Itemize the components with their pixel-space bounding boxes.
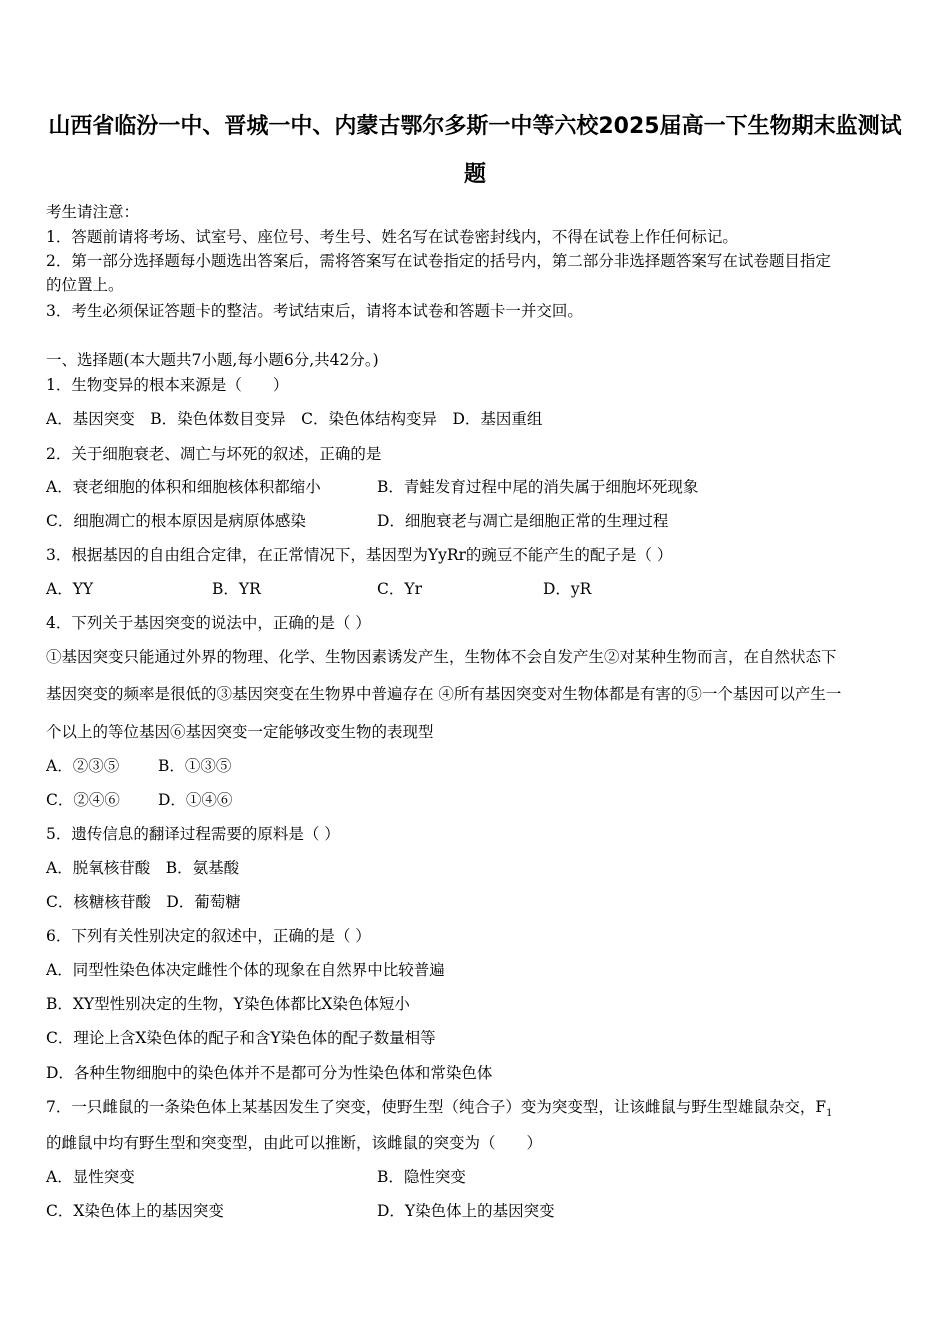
q2-option-b: B．青蛙发育过程中尾的消失属于细胞坏死现象 (377, 478, 699, 496)
q4-statement: 基因突变的频率是很低的③基因突变在生物界中普遍存在 ④所有基因突变对生物体都是有害的⑤一个基因可以产生一 (46, 685, 842, 703)
q7-stem-line-2: 的雌鼠中均有野生型和突变型，由此可以推断，该雌鼠的突变为（ ） (46, 1134, 543, 1152)
q4-stem: 4．下列关于基因突变的说法中，正确的是（ ） (46, 614, 371, 632)
title-line-2: 题 (463, 162, 486, 187)
q7-stem-line-1 (46, 1097, 833, 1124)
notice-item: 1．答题前请将考场、试室号、座位号、考生号、姓名写在试卷密封线内，不得在试卷上作任何标记。 (46, 228, 738, 246)
section-heading: 一、选择题(本大题共7小题,每小题6分,共42分。) (46, 351, 379, 369)
q3-option-a: A．YY (46, 580, 94, 598)
q3-stem: 3．根据基因的自由组合定律，在正常情况下，基因型为YyRr的豌豆不能产生的配子是（ ） (46, 546, 673, 564)
notice-item: 2．第一部分选择题每小题选出答案后，需将答案写在试卷指定的括号内，第二部分非选择题答案写在试卷题目指定 (46, 252, 831, 270)
q2-stem: 2．关于细胞衰老、凋亡与坏死的叙述，正确的是 (46, 445, 382, 463)
q6-stem: 6．下列有关性别决定的叙述中，正确的是（ ） (46, 927, 371, 945)
q5-stem: 5．遗传信息的翻译过程需要的原料是（ ） (46, 825, 340, 843)
notice-item: 3．考生必须保证答题卡的整洁。考试结束后，请将本试卷和答题卡一并交回。 (46, 302, 583, 320)
q6-option-c: C．理论上含X染色体的配子和含Y染色体的配子数量相等 (46, 1029, 436, 1047)
notice-heading: 考生请注意： (46, 203, 140, 221)
q3-option-c: C．Yr (377, 580, 423, 598)
q2-option-d: D．细胞衰老与凋亡是细胞正常的生理过程 (377, 512, 669, 530)
q6-option-a: A．同型性染色体决定雌性个体的现象在自然界中比较普遍 (46, 961, 445, 979)
q5-options: A．脱氧核苷酸 B．氨基酸 (46, 859, 240, 877)
q4-statement: ①基因突变只能通过外界的物理、化学、生物因素诱发产生，生物体不会自发产生②对某种生物而言，在自然状态下 (46, 648, 837, 666)
q4-option-c: C．②④⑥ (46, 791, 120, 809)
q7-option-a: A．显性突变 (46, 1168, 135, 1186)
q3-option-d: D．yR (543, 580, 592, 598)
q4-statement: 个以上的等位基因⑥基因突变一定能够改变生物的表现型 (46, 723, 434, 741)
q4-option-b: B．①③⑤ (158, 757, 232, 775)
q2-option-a: A．衰老细胞的体积和细胞核体积都缩小 (46, 478, 321, 496)
q6-option-d: D．各种生物细胞中的染色体并不是都可分为性染色体和常染色体 (46, 1064, 493, 1082)
q7-option-b: B．隐性突变 (377, 1168, 466, 1186)
notice-item: 的位置上。 (46, 276, 124, 294)
q7-option-c: C．X染色体上的基因突变 (46, 1202, 224, 1220)
q7-option-d: D．Y染色体上的基因突变 (377, 1202, 555, 1220)
q6-option-b: B．XY型性别决定的生物，Y染色体都比X染色体短小 (46, 995, 410, 1013)
q4-option-a: A．②③⑤ (46, 757, 120, 775)
q7-subscript: 1 (826, 1108, 833, 1120)
q2-option-c: C．细胞凋亡的根本原因是病原体感染 (46, 512, 306, 530)
q1-stem: 1．生物变异的根本来源是（ ） (46, 376, 289, 394)
q5-options: C．核糖核苷酸 D．葡萄糖 (46, 893, 241, 911)
q1-options: A．基因突变 B．染色体数目变异 C．染色体结构变异 D．基因重组 (46, 410, 543, 428)
q3-option-b: B．YR (212, 580, 261, 598)
q7-stem-text: 7．一只雌鼠的一条染色体上某基因发生了突变，使野生型（纯合子）变为突变型，让该雌鼠与野生型雄鼠杂交，F (46, 1098, 827, 1116)
q4-option-d: D．①④⑥ (158, 791, 233, 809)
title-line-1: 山西省临汾一中、晋城一中、内蒙古鄂尔多斯一中等六校2025届高一下生物期末监测试 (48, 114, 902, 139)
